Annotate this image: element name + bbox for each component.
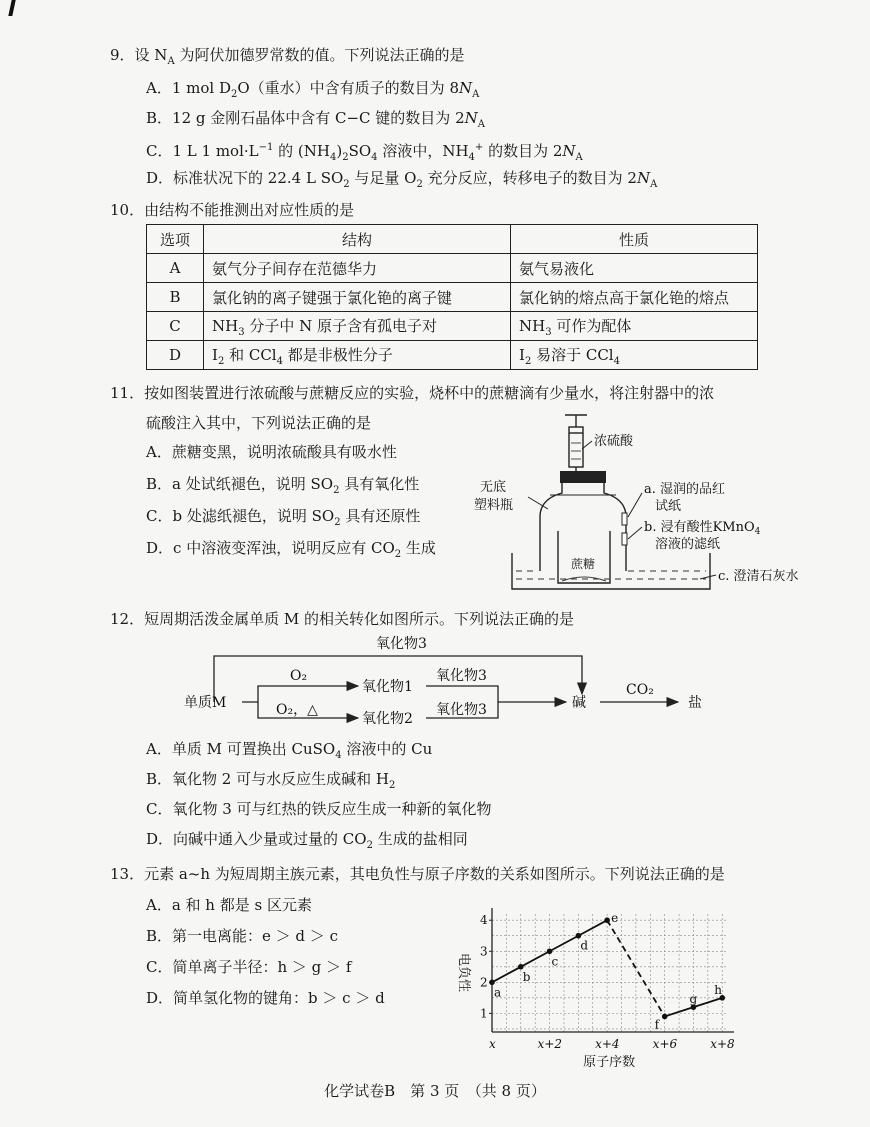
paper-a-label-line1: a. 湿润的品红 xyxy=(644,482,726,497)
question-13-stem: 13．元素 a~h 为短周期主族元素，其电负性与原子序数的关系如图所示。下列说法正确的是 xyxy=(110,865,725,883)
question-12-option-b: B．氧化物 2 可与水反应生成碱和 $H_2$ xyxy=(146,770,396,791)
chart-svg xyxy=(440,900,760,1075)
table-cell: 氨气易液化 xyxy=(511,254,758,283)
table-cell: 氯化钠的熔点高于氯化铯的熔点 xyxy=(511,283,758,312)
co2-label: CO₂ xyxy=(626,682,654,698)
conversion-svg xyxy=(180,630,740,735)
acid-label: 浓硫酸 xyxy=(594,434,634,449)
question-10-stem: 10．由结构不能推测出对应性质的是 xyxy=(110,201,355,219)
question-12-option-c: C．氧化物 3 可与红热的铁反应生成一种新的氧化物 xyxy=(146,800,492,818)
table-cell: D xyxy=(147,341,204,370)
question-11-option-a: A．蔗糖变黑，说明浓硫酸具有吸水性 xyxy=(146,443,397,461)
x-tick-label: x+2 xyxy=(537,1037,563,1051)
question-12-option-d: D．向碱中通入少量或过量的 $CO_2$ 生成的盐相同 xyxy=(146,830,468,851)
paper-b-label-line2: 溶液的滤纸 xyxy=(655,537,721,552)
sugar-label: 蔗糖 xyxy=(571,557,596,571)
data-point-a xyxy=(489,980,495,986)
table-row xyxy=(147,283,758,312)
table-header-row xyxy=(147,225,758,254)
table-cell: 氯化钠的离子键强于氯化铯的离子键 xyxy=(204,283,511,312)
x-tick-label: x xyxy=(489,1037,496,1051)
point-label-c: c xyxy=(551,954,559,969)
data-point-e xyxy=(604,917,610,923)
point-label-b: b xyxy=(522,969,531,984)
data-point-c xyxy=(547,948,553,954)
salt-label: 盐 xyxy=(688,695,702,711)
question-9-option-c: C．1 L 1 $mol\cdot L^{-1}$ 的 $(NH_4)_2SO_4$ 溶液中，$NH_4^+$ 的数目为 $2N_A$ xyxy=(146,142,583,163)
bottle-label-line1: 无底 xyxy=(480,480,507,495)
point-label-d: d xyxy=(580,938,589,953)
table-row xyxy=(147,341,758,370)
table-row xyxy=(147,312,758,341)
table-row xyxy=(147,254,758,283)
table-cell: 氨气分子间存在范德华力 xyxy=(204,254,511,283)
table-cell: A xyxy=(147,254,204,283)
question-10-table xyxy=(146,224,758,370)
electronegativity-chart xyxy=(440,900,760,1075)
oxide2-label: 氧化物2 xyxy=(362,711,413,727)
question-11-option-b: B．a 处试纸褪色，说明 $SO_2$ 具有氧化性 xyxy=(146,475,420,496)
point-label-f: f xyxy=(654,1017,660,1032)
question-12-option-a: A．单质 M 可置换出 CuSO$_4$ 溶液中的 Cu xyxy=(146,740,433,761)
question-11-option-d: D．c 中溶液变浑浊，说明反应有 $CO_2$ 生成 xyxy=(146,539,436,560)
question-13-option-d: D．简单氢化物的键角：b ＞ c ＞ d xyxy=(146,989,385,1007)
oxide3-mid-label: 氧化物3 xyxy=(436,668,487,684)
point-label-e: e xyxy=(611,911,619,926)
question-13-option-c: C．简单离子半径：h ＞ g ＞ f xyxy=(146,958,352,976)
question-11-stem-line1: 11．按如图装置进行浓硫酸与蔗糖反应的实验，烧杯中的蔗糖滴有少量水，将注射器中的浓 xyxy=(110,384,715,402)
data-point-d xyxy=(576,933,582,939)
table-cell: $I_2$ 易溶于 CCl$_4$ xyxy=(511,341,758,370)
y-axis-label: 电负性 xyxy=(456,953,471,993)
question-9-option-b: B．12 g 金刚石晶体中含有 C−C 键的数目为 $2N_A$ xyxy=(146,109,485,130)
table-cell: C xyxy=(147,312,204,341)
question-9-stem: 9．设 $N_A$ 为阿伏加德罗常数的值。下列说法正确的是 xyxy=(110,46,465,67)
oxide1-label: 氧化物1 xyxy=(362,679,413,695)
question-12-stem: 12．短周期活泼金属单质 M 的相关转化如图所示。下列说法正确的是 xyxy=(110,610,574,628)
point-label-h: h xyxy=(714,982,722,997)
paper-a-icon xyxy=(622,513,627,525)
bottle-label-line2: 塑料瓶 xyxy=(474,498,514,513)
question-11-stem-line2: 硫酸注入其中，下列说法正确的是 xyxy=(146,414,372,432)
table-header-option: 选项 xyxy=(147,225,204,254)
page-footer: 化学试卷B 第 3 页 （共 8 页） xyxy=(324,1082,546,1100)
table-cell: $NH_3$ 分子中 N 原子含有孤电子对 xyxy=(204,312,511,341)
stopper-icon xyxy=(560,471,606,483)
o2-heat-label: O₂，△ xyxy=(276,702,318,718)
trough-icon xyxy=(512,553,710,589)
y-tick-label: 4 xyxy=(480,913,488,928)
apparatus-figure xyxy=(470,413,799,591)
table-cell: $I_2$ 和 CCl$_4$ 都是非极性分子 xyxy=(204,341,511,370)
x-tick-label: x+4 xyxy=(595,1037,620,1051)
paper-a-label-line2: 试纸 xyxy=(655,499,682,514)
conversion-diagram xyxy=(180,630,740,735)
table-header-structure: 结构 xyxy=(204,225,511,254)
table-header-property: 性质 xyxy=(511,225,758,254)
paper-b-label-line1: b. 浸有酸性KMnO$_4$ xyxy=(644,520,761,537)
base-label: 碱 xyxy=(572,695,586,711)
limewater-lines xyxy=(516,571,706,579)
oxide3-low-label: 氧化物3 xyxy=(436,702,487,718)
corner-scan-mark xyxy=(8,0,15,16)
question-13-option-a: A．a 和 h 都是 s 区元素 xyxy=(146,896,312,914)
paper-b-icon xyxy=(622,533,627,545)
x-tick-label: x+8 xyxy=(710,1037,735,1051)
apparatus-svg xyxy=(470,413,799,591)
question-11-option-c: C．b 处滤纸褪色，说明 $SO_2$ 具有还原性 xyxy=(146,507,421,528)
point-label-a: a xyxy=(494,985,502,1000)
question-9-option-a: A．1 mol $D_2O$（重水）中含有质子的数目为 $8N_A$ xyxy=(146,79,480,100)
table-cell: B xyxy=(147,283,204,312)
x-axis-label: 原子序数 xyxy=(583,1055,636,1070)
y-tick-label: 3 xyxy=(480,944,488,959)
data-point-f xyxy=(662,1014,668,1020)
y-tick-label: 1 xyxy=(480,1006,488,1021)
oxide3-top-label: 氧化物3 xyxy=(376,636,427,652)
o2-label: O₂ xyxy=(290,668,308,684)
question-9-option-d: D．标准状况下的 22.4 L $SO_2$ 与足量 $O_2$ 充分反应，转移电子的数目为 $2N_A$ xyxy=(146,169,658,190)
element-m-label: 单质M xyxy=(184,695,227,711)
data-point-b xyxy=(518,964,524,970)
point-label-g: g xyxy=(689,992,698,1007)
y-tick-label: 2 xyxy=(480,975,488,990)
x-tick-label: x+6 xyxy=(652,1037,678,1051)
limewater-label: c. 澄清石灰水 xyxy=(718,569,799,584)
question-13-option-b: B．第一电离能：e ＞ d ＞ c xyxy=(146,927,338,945)
table-cell: $NH_3$ 可作为配体 xyxy=(511,312,758,341)
